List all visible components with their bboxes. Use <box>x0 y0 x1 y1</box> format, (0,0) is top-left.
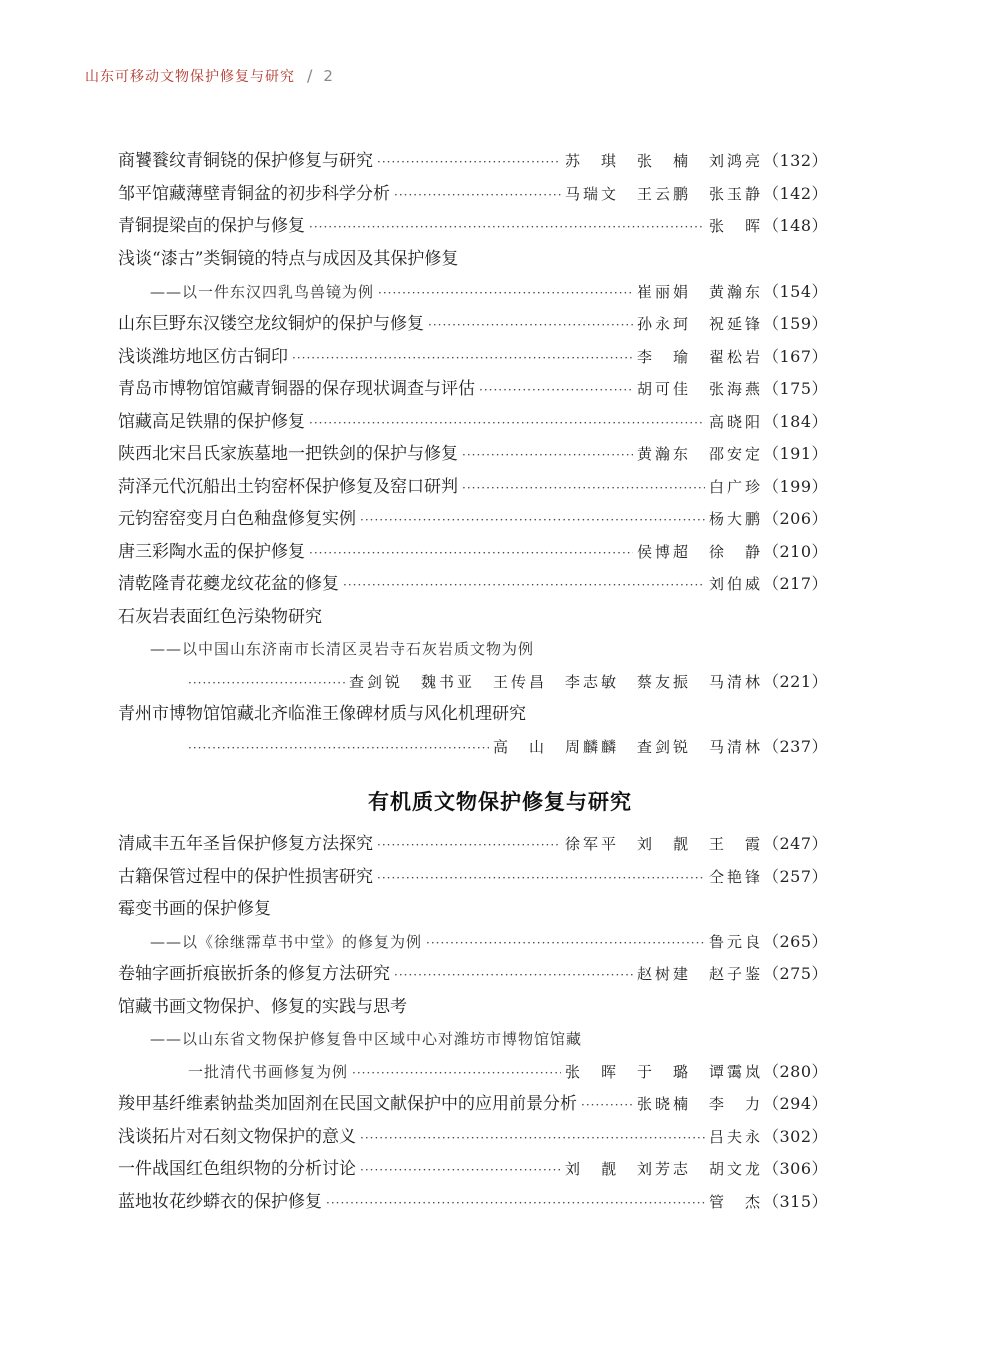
toc-entry[interactable]: 邹平馆藏薄壁青铜盆的初步科学分析 ····· 马瑞文 王云鹏 张玉静 （142） <box>118 181 828 207</box>
toc-entry-title[interactable]: 馆藏书画文物保护、修复的实践与思考 <box>118 997 407 1017</box>
leader-dots <box>188 670 345 696</box>
toc-entry[interactable]: 卷轴字画折痕嵌折条的修复方法研究 ····· 赵树建 赵子鉴 （275） <box>118 961 828 987</box>
leader-dots <box>377 865 705 891</box>
leader-dots <box>360 1125 705 1151</box>
book-title: 山东可移动文物保护修复与研究 <box>85 69 295 85</box>
toc-entry[interactable]: 一件战国红色组织物的分析讨论 ····· 刘 靓 刘芳志 胡文龙 （306） <box>118 1156 828 1182</box>
toc-entry-subtitle: ——以中国山东济南市长清区灵岩寺石灰岩质文物为例 <box>150 640 535 658</box>
leader-dots <box>581 1092 633 1118</box>
toc-entry-authors[interactable]: ····· 查剑锐 魏书亚 王传昌 李志敏 蔡友振 马清林 （221） <box>188 669 828 695</box>
leader-dots <box>309 540 633 566</box>
toc-entry-subtitle[interactable]: 一批清代书画修复为例 ····· 张 晖 于 璐 谭霭岚 （280） <box>188 1059 828 1085</box>
leader-dots <box>360 1157 561 1183</box>
toc-entry[interactable]: 古籍保管过程中的保护性损害研究 ····· 仝艳锋 （257） <box>118 864 828 890</box>
leader-dots <box>428 312 633 338</box>
leader-dots <box>326 1190 705 1216</box>
toc-entry[interactable]: 商饕餮纹青铜铙的保护修复与研究 ····· 苏 琪 张 楠 刘鸿亮 （132） <box>118 148 828 174</box>
leader-dots <box>188 735 489 761</box>
toc-entry[interactable]: 馆藏高足铁鼎的保护修复 ····· 高晓阳 （184） <box>118 409 828 435</box>
leader-dots <box>462 442 633 468</box>
leader-dots <box>479 377 633 403</box>
toc-entry-subtitle: ——以山东省文物保护修复鲁中区域中心对潍坊市博物馆馆藏 <box>150 1030 583 1048</box>
leader-dots <box>309 410 705 436</box>
toc-entry[interactable]: 清咸丰五年圣旨保护修复方法探究 ····· 徐军平 刘 靓 王 霞 （247） <box>118 831 828 857</box>
leader-dots <box>292 345 633 371</box>
toc-entry[interactable]: 菏泽元代沉船出土钧窑杯保护修复及窑口研判 ····· 白广珍 （199） <box>118 474 828 500</box>
toc-entry[interactable]: 羧甲基纤维素钠盐类加固剂在民国文献保护中的应用前景分析 ····· 张晓楠 李 力 （294） <box>118 1091 828 1117</box>
toc-entry-title[interactable]: 石灰岩表面红色污染物研究 <box>118 607 322 627</box>
toc-entry-title[interactable]: 霉变书画的保护修复 <box>118 899 271 919</box>
toc-entry-subtitle[interactable]: ——以一件东汉四乳鸟兽镜为例 ····· 崔丽娟 黄瀚东 （154） <box>150 279 828 305</box>
leader-dots <box>426 930 705 956</box>
toc-entry[interactable]: 浅谈拓片对石刻文物保护的意义 ····· 吕夫永 （302） <box>118 1124 828 1150</box>
toc-entry[interactable]: 青铜提梁卣的保护与修复 ····· 张 晖 （148） <box>118 213 828 239</box>
leader-dots <box>377 149 561 175</box>
leader-dots <box>394 182 561 208</box>
section-heading: 有机质文物保护修复与研究 <box>368 790 632 814</box>
toc-entry[interactable]: 青岛市博物馆馆藏青铜器的保存现状调查与评估 ····· 胡可佳 张海燕 （175） <box>118 376 828 402</box>
toc-entry[interactable]: 蓝地妆花纱蟒衣的保护修复 ····· 管 杰 （315） <box>118 1189 828 1215</box>
toc-entry-title[interactable]: 浅谈“漆古”类铜镜的特点与成因及其保护修复 <box>118 249 459 269</box>
toc-entry[interactable]: 浅谈潍坊地区仿古铜印 ····· 李 瑜 翟松岩 （167） <box>118 344 828 370</box>
leader-dots <box>343 572 705 598</box>
toc-entry-title[interactable]: 青州市博物馆馆藏北齐临淮王像碑材质与风化机理研究 <box>118 704 526 724</box>
leader-dots <box>377 832 561 858</box>
leader-dots <box>378 280 633 306</box>
toc-entry[interactable]: 清乾隆青花夔龙纹花盆的修复 ····· 刘伯威 （217） <box>118 571 828 597</box>
toc-entry[interactable]: 陕西北宋吕氏家族墓地一把铁剑的保护与修复 ····· 黄瀚东 邵安定 （191） <box>118 441 828 467</box>
leader-dots <box>309 214 705 240</box>
toc-entry-subtitle[interactable]: ——以《徐继霈草书中堂》的修复为例 ····· 鲁元良 （265） <box>150 929 828 955</box>
toc-entry[interactable]: 山东巨野东汉镂空龙纹铜炉的保护与修复 ····· 孙永珂 祝延锋 （159） <box>118 311 828 337</box>
leader-dots <box>352 1060 561 1086</box>
toc-entry[interactable]: 唐三彩陶水盂的保护修复 ····· 侯博超 徐 静 （210） <box>118 539 828 565</box>
running-head <box>85 66 334 86</box>
leader-dots <box>394 962 633 988</box>
leader-dots <box>360 507 705 533</box>
toc-entry[interactable]: 元钧窑窑变月白色釉盘修复实例 ····· 杨大鹏 （206） <box>118 506 828 532</box>
page-number: 2 <box>323 67 334 85</box>
toc-entry-authors[interactable]: ····· 高 山 周麟麟 查剑锐 马清林 （237） <box>188 734 828 760</box>
header-separator: / <box>307 66 314 85</box>
leader-dots <box>462 475 705 501</box>
